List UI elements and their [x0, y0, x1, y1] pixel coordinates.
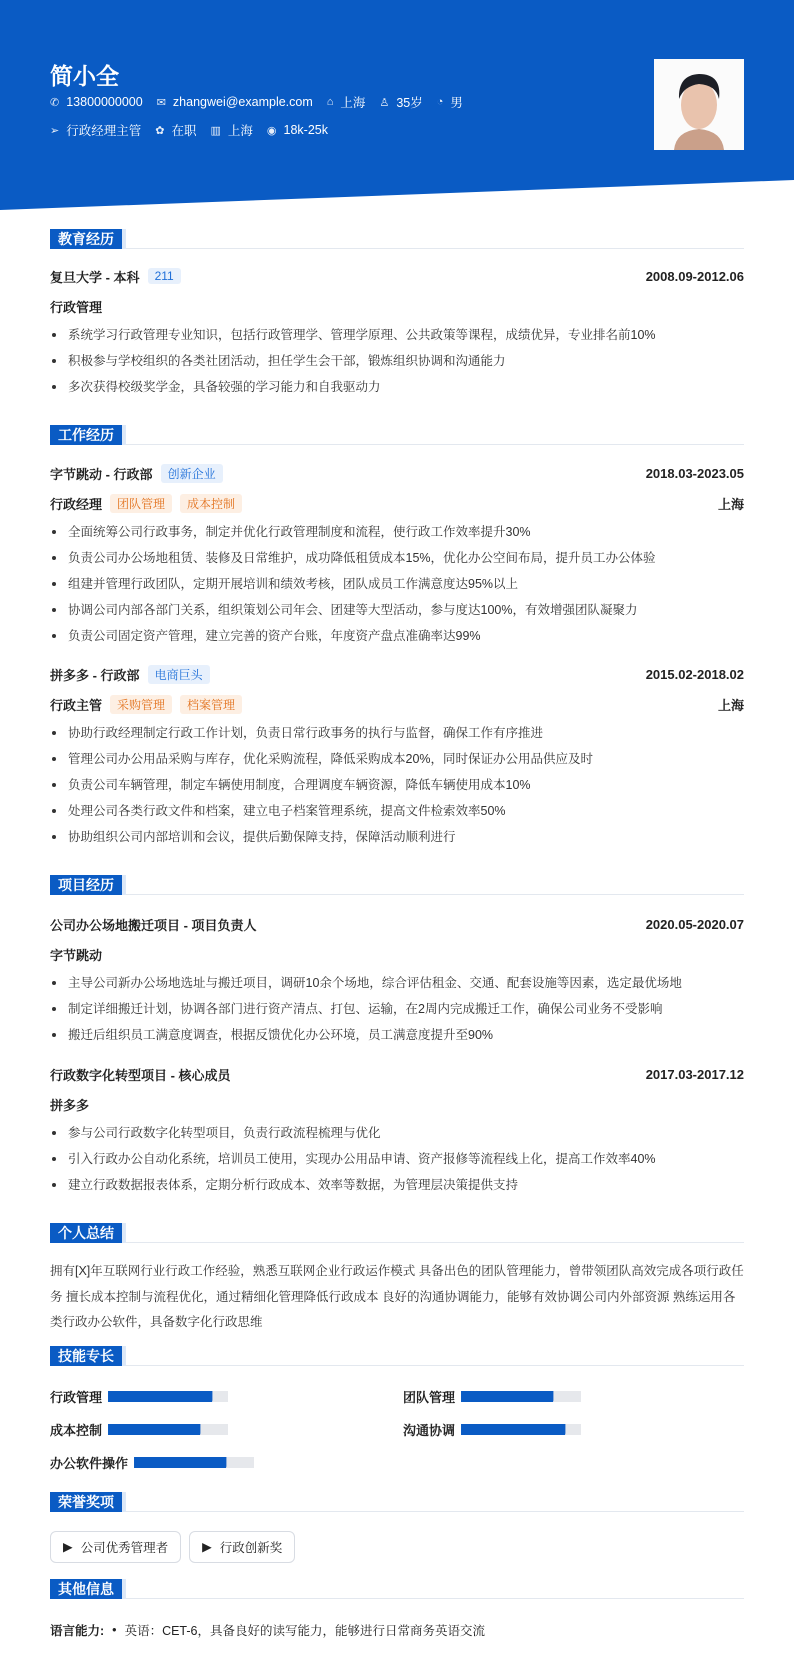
job-intent-row [50, 120, 328, 140]
salary: 18k-25k [283, 123, 328, 137]
list-item: 多次获得校级奖学金，具备较强的学习能力和自我驱动力 [50, 374, 744, 400]
date: 2008.09-2012.06 [645, 268, 744, 284]
company-tag: 创新企业 [161, 464, 223, 483]
section-summary [50, 1223, 744, 1243]
gender-icon: ◔ [436, 96, 444, 108]
list-item: 组建并管理行政团队，定期开展培训和绩效考核，团队成员工作满意度达95%以上 [50, 571, 744, 597]
list-item: 处理公司各类行政文件和档案，建立电子档案管理系统，提高文件检索效率50% [50, 798, 744, 824]
skill-tag: 成本控制 [180, 494, 242, 513]
list-item: 协助组织公司内部培训和会议，提供后勤保障支持，保障活动顺利进行 [50, 824, 744, 850]
bullet-icon: • [112, 1622, 117, 1637]
company-tag: 电商巨头 [148, 665, 210, 684]
skills-grid [50, 1387, 744, 1473]
skill-name: 办公软件操作 [50, 1456, 129, 1471]
role: 行政经理 [50, 496, 103, 512]
summary-text: 拥有[X]年互联网行业行政工作经验，熟悉互联网企业行政运作模式 具备出色的团队管理能力，曾带领团队高效完成各项行政任务 擅长成本控制与流程优化，通过精细化管理降低行政成本 良好的沟通协调能力，能够有效协调公司内外部资源 熟练运用各类行政办公软件，具备数字化行政思维 [50, 1264, 744, 1329]
skill-bar [461, 1391, 581, 1402]
contact-row [50, 92, 463, 112]
language-label: 语言能力: [50, 1623, 105, 1638]
triangle-icon: ▶ [202, 1540, 212, 1554]
company: 拼多多 - 行政部 [50, 667, 140, 683]
section-education [50, 229, 744, 249]
section-awards [50, 1492, 744, 1512]
skill-bar-fill [461, 1424, 565, 1435]
award-item [50, 1531, 181, 1563]
list-item: 积极参与学校组织的各类社团活动，担任学生会干部，锻炼组织协调和沟通能力 [50, 348, 744, 374]
skill-bar-fill [461, 1391, 553, 1402]
school-tag: 211 [148, 268, 181, 284]
skill-name: 团队管理 [403, 1390, 456, 1405]
skill-item [403, 1387, 744, 1407]
list-item: 协调公司内部各部门关系，组织策划公司年会、团建等大型活动，参与度达100%，有效增强团队凝聚力 [50, 597, 744, 623]
skill-bar [108, 1424, 228, 1435]
skill-bar-fill [108, 1391, 212, 1402]
status-icon: ✿ [155, 124, 165, 137]
section-title: 荣誉奖项 [50, 1492, 122, 1512]
city: 上海 [340, 96, 366, 110]
work-item [50, 461, 744, 649]
position: 行政经理主管 [66, 124, 142, 138]
list-item: 引入行政办公自动化系统，培训员工使用，实现办公用品申请、资产报修等流程线上化，提高工作效率40% [50, 1146, 744, 1172]
section-title: 技能专长 [50, 1346, 122, 1366]
project-title: 行政数字化转型项目 - 核心成员 [50, 1067, 231, 1083]
resume-body [50, 229, 744, 1641]
project-title: 公司办公场地搬迁项目 - 项目负责人 [50, 917, 257, 933]
date: 2020.05-2020.07 [645, 916, 744, 932]
date: 2015.02-2018.02 [645, 666, 744, 682]
status: 在职 [171, 124, 197, 138]
list-item: 全面统筹公司行政事务，制定并优化行政管理制度和流程，使行政工作效率提升30% [50, 519, 744, 545]
work-city: 上海 [717, 496, 744, 512]
language-row [50, 1619, 744, 1641]
section-title: 其他信息 [50, 1579, 122, 1599]
list-item: 负责公司固定资产管理，建立完善的资产台账，年度资产盘点准确率达99% [50, 623, 744, 649]
date: 2018.03-2023.05 [645, 465, 744, 481]
work-city: 上海 [717, 697, 744, 713]
building-icon: ▥ [210, 124, 221, 137]
skill-bar-fill [108, 1424, 200, 1435]
company: 字节跳动 - 行政部 [50, 466, 153, 482]
project-org: 拼多多 [50, 1097, 90, 1113]
age: 35岁 [396, 96, 423, 110]
skill-bar [134, 1457, 254, 1468]
gender: 男 [450, 96, 463, 110]
list-item: 搬迁后组织员工满意度调查，根据反馈优化办公环境，员工满意度提升至90% [50, 1022, 744, 1048]
list-item: 管理公司办公用品采购与库存，优化采购流程，降低采购成本20%，同时保证办公用品供应及时 [50, 746, 744, 772]
school: 复旦大学 - 本科 [50, 269, 140, 285]
date: 2017.03-2017.12 [645, 1066, 744, 1082]
role: 行政主管 [50, 697, 103, 713]
phone: 13800000000 [66, 95, 143, 109]
project-item [50, 1062, 744, 1198]
skill-item [50, 1453, 403, 1473]
section-title: 教育经历 [50, 229, 122, 249]
work-city: 上海 [227, 124, 253, 138]
cake-icon: ♙ [379, 96, 390, 109]
project-org: 字节跳动 [50, 947, 103, 963]
skill-item [403, 1420, 744, 1440]
award-name: 行政创新奖 [219, 1540, 283, 1555]
award-item [189, 1531, 295, 1563]
project-item [50, 912, 744, 1048]
candidate-name: 简小全 [50, 63, 119, 89]
mail-icon: ✉ [156, 96, 166, 109]
location-icon: ◉ [266, 124, 277, 137]
skill-bar [461, 1424, 581, 1435]
skill-bar-fill [134, 1457, 226, 1468]
list-item: 协助行政经理制定行政工作计划，负责日常行政事务的执行与监督，确保工作有序推进 [50, 720, 744, 746]
language-item: 英语：CET-6，具备良好的读写能力，能够进行日常商务英语交流 [124, 1623, 485, 1638]
skill-tag: 采购管理 [110, 695, 172, 714]
awards-list [50, 1531, 744, 1563]
section-title: 项目经历 [50, 875, 122, 895]
section-title: 个人总结 [50, 1223, 122, 1243]
list-item: 建立行政数据报表体系，定期分析行政成本、效率等数据，为管理层决策提供支持 [50, 1172, 744, 1198]
list-item: 主导公司新办公场地选址与搬迁项目，调研10余个场地，综合评估租金、交通、配套设施等因素，选定最优场地 [50, 970, 744, 996]
section-skills [50, 1346, 744, 1366]
work-item [50, 662, 744, 850]
skill-bar [108, 1391, 228, 1402]
phone-icon: ✆ [50, 96, 60, 109]
skill-name: 行政管理 [50, 1390, 103, 1405]
home-icon: ⌂ [326, 96, 334, 108]
triangle-icon: ▶ [63, 1540, 73, 1554]
skill-item [50, 1387, 403, 1407]
skill-tag: 档案管理 [180, 695, 242, 714]
email: zhangwei@example.com [172, 95, 313, 109]
list-item: 负责公司车辆管理，制定车辆使用制度，合理调度车辆资源，降低车辆使用成本10% [50, 772, 744, 798]
send-icon: ➢ [50, 124, 60, 137]
list-item: 负责公司办公场地租赁、装修及日常维护，成功降低租赁成本15%，优化办公空间布局，提升员工办公体验 [50, 545, 744, 571]
skill-tag: 团队管理 [110, 494, 172, 513]
section-work [50, 425, 744, 445]
section-title: 工作经历 [50, 425, 122, 445]
skill-item [50, 1420, 403, 1440]
section-other [50, 1579, 744, 1599]
list-item: 参与公司行政数字化转型项目，负责行政流程梳理与优化 [50, 1120, 744, 1146]
major: 行政管理 [50, 299, 103, 315]
award-name: 公司优秀管理者 [80, 1540, 169, 1555]
section-projects [50, 875, 744, 895]
skill-name: 成本控制 [50, 1423, 103, 1438]
avatar-photo [654, 59, 744, 150]
list-item: 制定详细搬迁计划，协调各部门进行资产清点、打包、运输，在2周内完成搬迁工作，确保公司业务不受影响 [50, 996, 744, 1022]
list-item: 系统学习行政管理专业知识，包括行政管理学、管理学原理、公共政策等课程，成绩优异，专业排名前10% [50, 322, 744, 348]
education-item [50, 264, 744, 400]
skill-name: 沟通协调 [403, 1423, 456, 1438]
